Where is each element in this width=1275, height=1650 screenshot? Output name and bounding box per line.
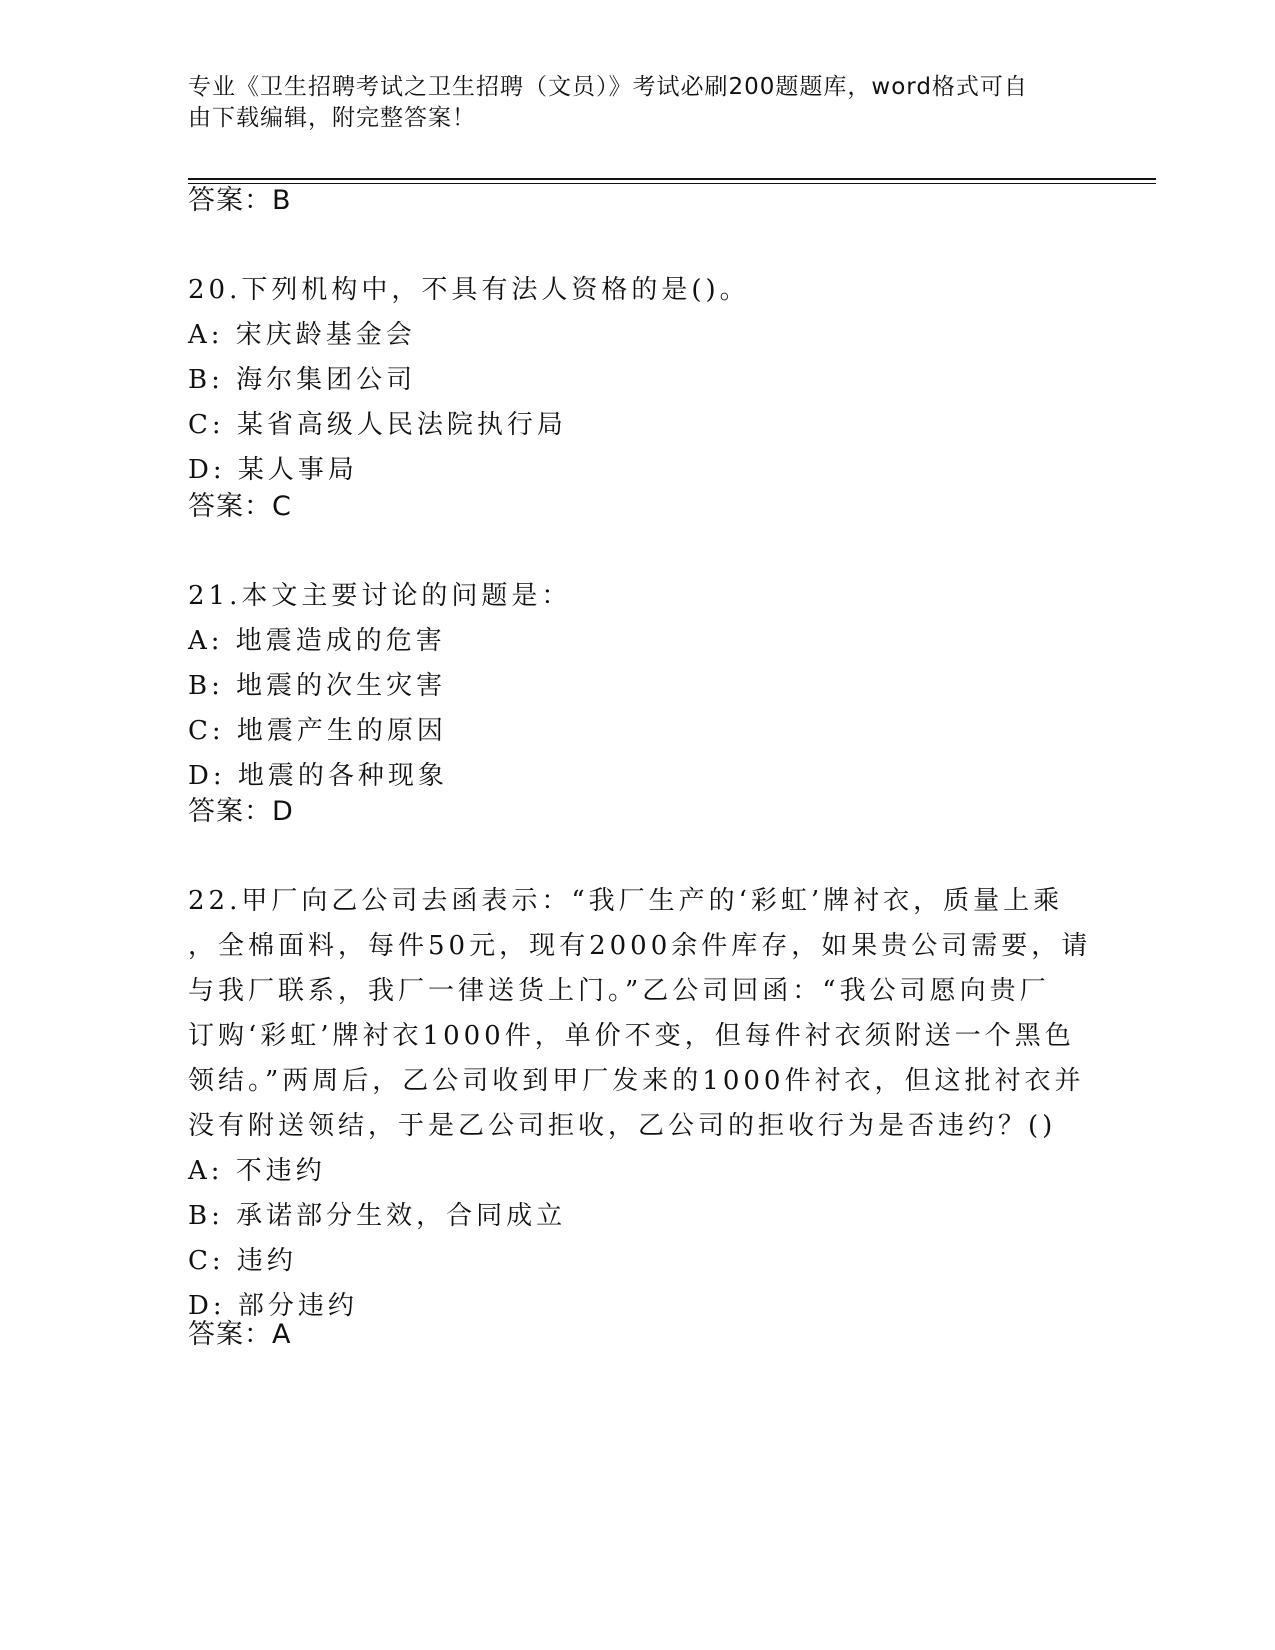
header-line-2: 由下载编辑，附完整答案！ bbox=[188, 105, 476, 131]
question-22-stem-line-5: 领结。”两周后，乙公司收到甲厂发来的1000件衬衣，但这批衬衣并 bbox=[188, 1066, 1085, 1096]
answer-21: 答案：D bbox=[188, 796, 294, 827]
question-22-stem-line-1: 22.甲厂向乙公司去函表示：“我厂生产的‘彩虹’牌衬衣，质量上乘 bbox=[188, 886, 1064, 916]
question-20-option-d: D: 某人事局 bbox=[188, 455, 358, 485]
question-21-stem: 21.本文主要讨论的问题是： bbox=[188, 581, 572, 611]
question-22-stem-line-2: ，全棉面料，每件50元，现有2000余件库存，如果贵公司需要，请 bbox=[188, 931, 1092, 961]
question-20-option-a: A: 宋庆龄基金会 bbox=[188, 320, 416, 350]
question-22 bbox=[188, 879, 1093, 1329]
question-22-option-a: A: 不违约 bbox=[188, 1156, 326, 1186]
question-21-option-b: B: 地震的次生灾害 bbox=[188, 671, 447, 701]
question-22-stem-line-6: 没有附送领结，于是乙公司拒收，乙公司的拒收行为是否违约？() bbox=[188, 1111, 1057, 1141]
question-20-stem: 20.下列机构中，不具有法人资格的是()。 bbox=[188, 275, 750, 305]
question-21-option-c: C: 地震产生的原因 bbox=[188, 716, 447, 746]
question-20-option-b: B: 海尔集团公司 bbox=[188, 365, 417, 395]
question-21 bbox=[188, 574, 1093, 799]
question-20 bbox=[188, 268, 1093, 493]
header-divider-thick bbox=[188, 178, 1156, 180]
question-22-option-d: D: 部分违约 bbox=[188, 1291, 358, 1321]
question-22-stem-line-3: 与我厂联系，我厂一律送货上门。”乙公司回函：“我公司愿向贵厂 bbox=[188, 976, 1050, 1006]
header-line-1: 专业《卫生招聘考试之卫生招聘（文员）》考试必刷200题题库，word格式可自 bbox=[188, 74, 1028, 100]
question-22-option-b: B: 承诺部分生效，合同成立 bbox=[188, 1201, 567, 1231]
question-22-stem-line-4: 订购‘彩虹’牌衬衣1000件，单价不变，但每件衬衣须附送一个黑色 bbox=[188, 1021, 1075, 1051]
answer-22: 答案：A bbox=[188, 1319, 292, 1350]
question-20-option-c: C: 某省高级人民法院执行局 bbox=[188, 410, 567, 440]
header-divider-thin bbox=[188, 183, 1156, 184]
answer-20: 答案：C bbox=[188, 491, 292, 522]
question-22-option-c: C: 违约 bbox=[188, 1246, 297, 1276]
question-21-option-d: D: 地震的各种现象 bbox=[188, 761, 448, 791]
question-21-option-a: A: 地震造成的危害 bbox=[188, 626, 446, 656]
document-header bbox=[188, 72, 1078, 134]
answer-prev: 答案：B bbox=[188, 185, 292, 216]
